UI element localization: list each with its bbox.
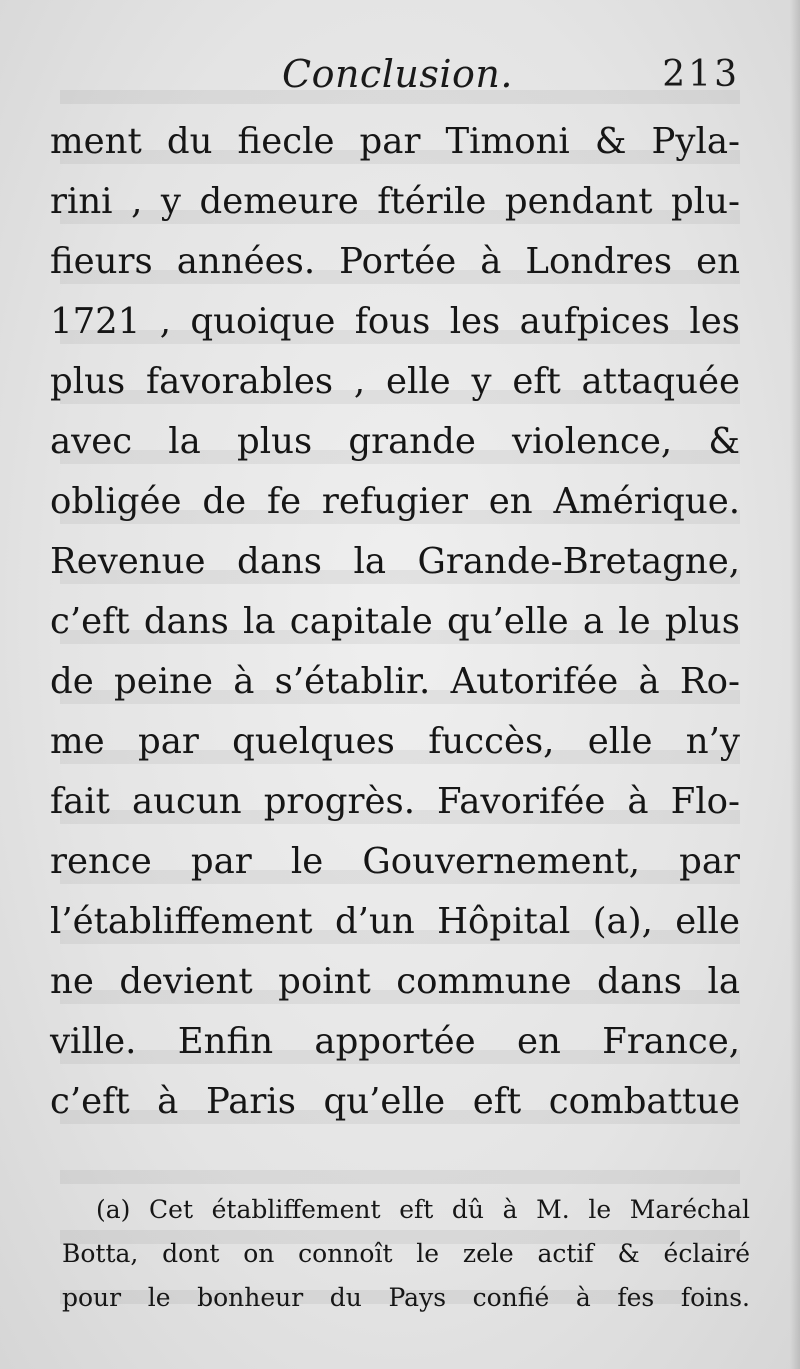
text-line: ment du fiecle par Timoni & Pyla- [50,121,740,162]
text-line: Revenue dans la Grande-Bretagne, [50,541,740,582]
footnote-line: pour le bonheur du Pays confié à fes foins. [62,1283,750,1312]
body-text [50,112,740,1132]
text-line: ville. Enfin apportée en France, [50,1021,740,1062]
text-line: rence par le Gouvernement, par [50,841,740,882]
footnote-line: Botta, dont on connoît le zele actif & éclairé [62,1239,750,1268]
page-edge-shadow [790,0,800,1369]
text-line: fieurs années. Portée à Londres en [50,241,740,282]
running-title: Conclusion. [282,52,513,96]
text-line: ne devient point commune dans la [50,961,740,1002]
footnote [62,1188,750,1320]
text-line: c’eft à Paris qu’elle eft combattue [50,1081,740,1122]
text-line: obligée de fe refugier en Amérique. [50,481,740,522]
page-number: 213 [662,54,740,95]
text-line: l’établiffement d’un Hôpital (a), elle [50,901,740,942]
text-line: rini , y demeure ftérile pendant plu- [50,181,740,222]
page-header [60,48,740,98]
text-line: c’eft dans la capitale qu’elle a le plus [50,601,740,642]
text-line: me par quelques fuccès, elle n’y [50,721,740,762]
text-line: avec la plus grande violence, & [50,421,740,462]
text-line: de peine à s’établir. Autorifée à Ro- [50,661,740,702]
text-line: fait aucun progrès. Favorifée à Flo- [50,781,740,822]
text-line: 1721 , quoique fous les aufpices les [50,301,740,342]
footnote-line: (a) Cet établiffement eft dû à M. le Maréchal [96,1195,750,1224]
text-line: plus favorables , elle y eft attaquée [50,361,740,402]
